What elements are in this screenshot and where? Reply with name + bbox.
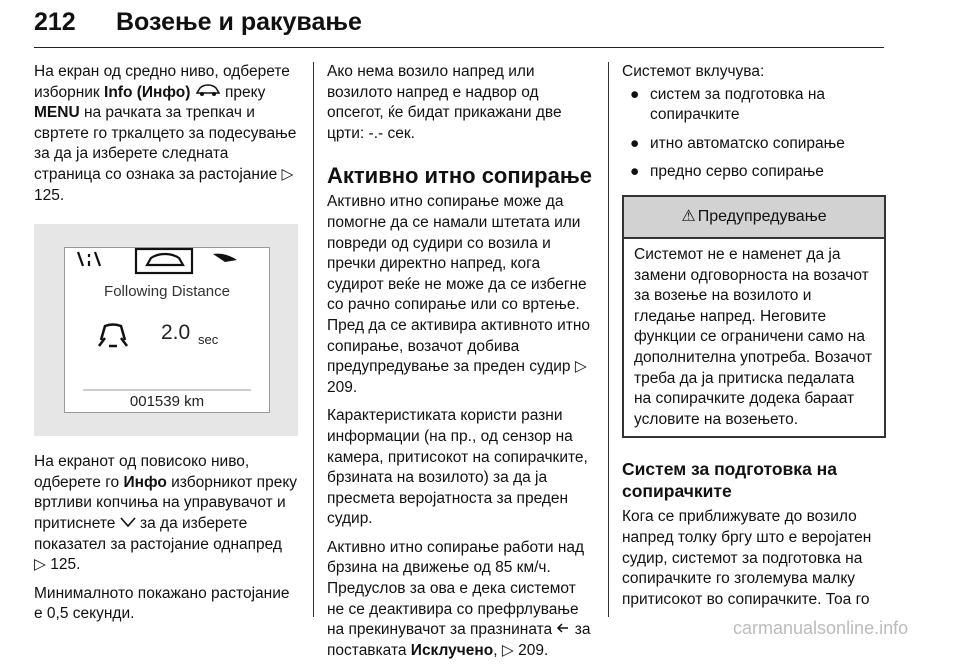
list-item: ● итно автоматско сопирање — [630, 134, 845, 152]
warning-title: Предупредување — [697, 207, 827, 225]
bullet-list — [622, 85, 886, 183]
page-ref-arrow-icon: ▷ — [281, 165, 294, 183]
list-item: ● предно серво сопирање — [630, 163, 824, 181]
paragraph: Карактеристиката користи разни информации (на пр., од сензор на камера, притисокот на сопирачките, брзината на возилото) за да ја пресмета веројатноста за преден судир. — [327, 407, 588, 528]
chevron-down-icon — [120, 514, 136, 535]
page-ref-arrow-icon: ▷ — [34, 556, 46, 574]
distance-value: 2.0 — [161, 321, 191, 345]
paragraph: На екранот од повисоко ниво, одберете го Инфо изборникот преку вртливи копчиња на управувачот и притиснете за да изберете показател за растојание однапред ▷ 125. — [34, 452, 298, 576]
page-header — [34, 4, 884, 48]
page-number: 212 — [34, 8, 76, 36]
instrument-screen — [64, 247, 270, 413]
page-title: Возење и ракување — [116, 8, 362, 36]
paragraph: Активно итно сопирање може да помогне да се намали штетата или повреди од судири со возила и пречки директно напред, кога судирот веќе не може да се избегне со рачно сопирање или со вртење. Пред да се активира активното итно сопирање, возачот добива предупредување за преден судир ▷ 209. — [327, 193, 591, 396]
paragraph: На екран од средно ниво, одберете изборник Info (Инфо) преку MENU на рачката за трепкач и свртете го тркалцето за подесување за да ја изберете следната страница со ознака за растојание ▷ 125. — [34, 63, 297, 204]
warning-icon: ⚠ — [681, 207, 696, 225]
paragraph: Активно итно сопирање работи над брзина на движење од 85 км/ч. Предуслов за ова е дека системот не се деактивира со префрлување на прекинувачот за празнината за поставката Исклучено, ▷ 209. — [327, 538, 593, 662]
subsection-heading: Систем за подготовка на сопирачките — [622, 459, 837, 502]
gap-button-icon — [556, 620, 570, 641]
column-2 — [327, 62, 593, 669]
odometer: 001539 km — [129, 393, 205, 411]
column-divider — [608, 62, 609, 617]
warning-header — [624, 197, 884, 239]
paragraph: Системот вклучува: — [622, 63, 765, 80]
section-heading: Активно итно сопирање — [327, 163, 593, 189]
page-ref-arrow-icon: ▷ — [501, 641, 514, 659]
column-3 — [622, 62, 886, 618]
header-rule — [34, 47, 884, 48]
column-1 — [34, 62, 298, 633]
page-ref-arrow-icon: ▷ — [574, 358, 587, 376]
instrument-display-photo — [34, 224, 298, 436]
warning-body: Системот не е наменет да ја замени одговорноста на возачот за возење на возилото и гледање напред. Неговите функции се ограничени само на дополнителна употреба. Возачот треба да ја притиска педалата на сопирачките додека бараат условите на возењето. — [634, 245, 873, 428]
paragraph: Минималното покажано растојание е 0,5 секунди. — [34, 584, 290, 623]
column-divider — [313, 62, 314, 617]
list-item: ● систем за подготовка на сопирачките — [630, 85, 826, 124]
warning-box — [622, 195, 886, 438]
watermark: carmanualsonline.info — [733, 618, 909, 638]
distance-unit: sec — [198, 332, 219, 348]
paragraph: Кога се приближувате до возило напред толку бргу што е веројатен судир, системот за подготовка на сопирачките го зголемува малку притисокот во сопирачките. Тоа го — [622, 508, 872, 608]
car-icon — [195, 83, 221, 104]
paragraph: Ако нема возило напред или возилото напред е надвор од опсегот, ќе бидат прикажани две црти: -.- сек. — [327, 63, 562, 142]
display-title: Following Distance — [104, 283, 230, 301]
